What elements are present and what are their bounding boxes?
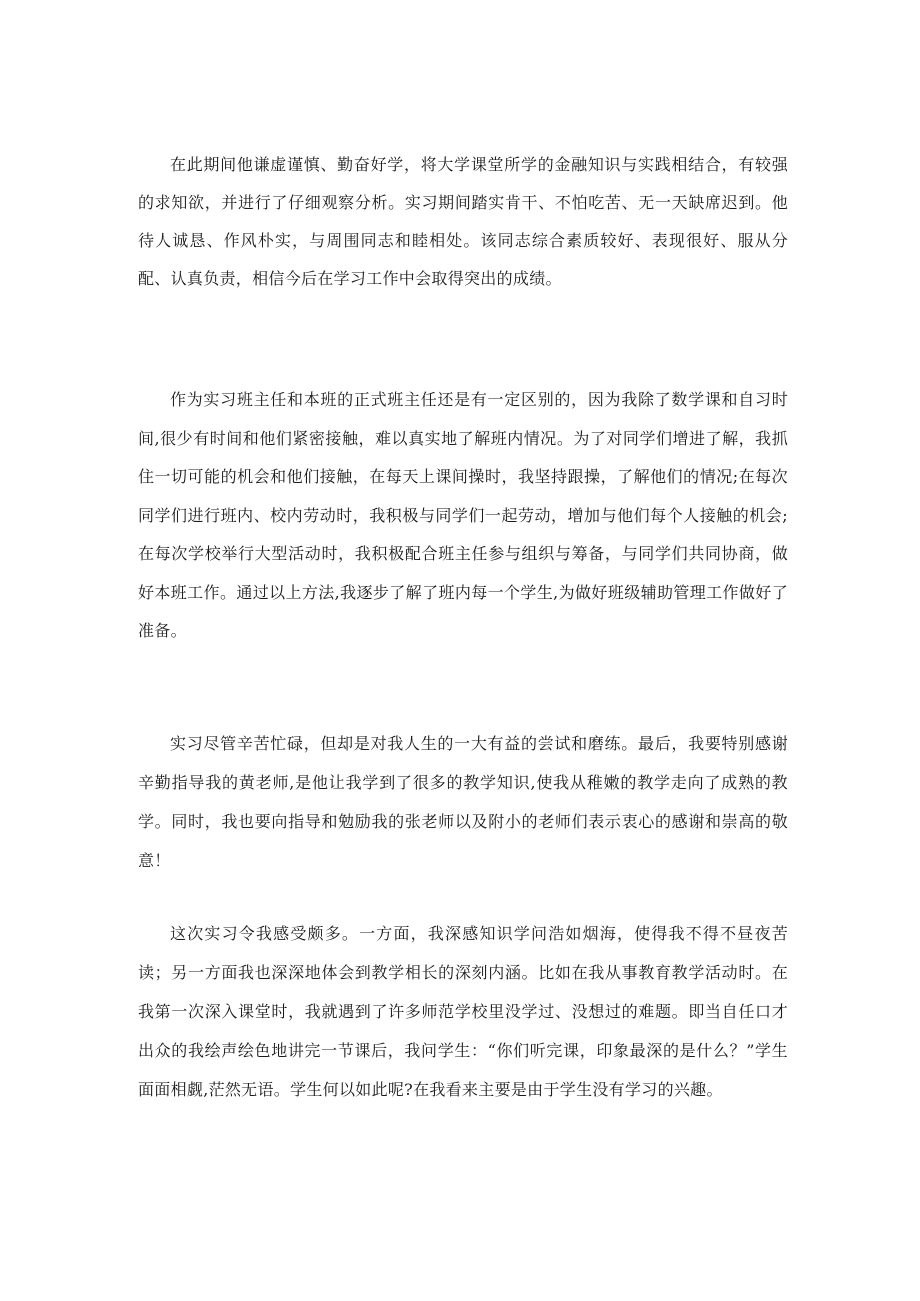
paragraph-class-teacher-experience: 作为实习班主任和本班的正式班主任还是有一定区别的，因为我除了数学课和自习时间,很少有时间和他们紧密接触，难以真实地了解班内情况。为了对同学们增进了解，我抓住一切可能的机会和他们接触，在每天上课间操时，我坚持跟操，了解他们的情况;在每次同学们进行班内、校内劳动时，我积极与同学们一起劳动，增加与他们每个人接触的机会;在每次学校举行大型活动时，我积极配合班主任参与组织与筹备，与同学们共同协商，做好本班工作。通过以上方法,我逐步了解了班内每一个学生,为做好班级辅助管理工作做好了准备。 bbox=[138, 390, 788, 640]
paragraph-teaching-reflection: 这次实习令我感受颇多。一方面，我深感知识学问浩如烟海，使得我不得不昼夜苦读；另一方面我也深深地体会到教学相长的深刻内涵。比如在我从事教育教学活动时。在我第一次深入课堂时，我就遇到了许多师范学校里没学过、没想过的难题。即当自任口才出众的我绘声绘色地讲完一节课后，我问学生：“你们听完课，印象最深的是什么？”学生面面相觑,茫然无语。学生何以如此呢?在我看来主要是由于学生没有学习的兴趣。 bbox=[138, 924, 788, 1099]
paragraph-internship-evaluation: 在此期间他谦虚谨慎、勤奋好学，将大学课堂所学的金融知识与实践相结合，有较强的求知欲，并进行了仔细观察分析。实习期间踏实肯干、不怕吃苦、无一天缺席迟到。他待人诚恳、作风朴实，与周围同志和睦相处。该同志综合素质较好、表现很好、服从分配、认真负责，相信今后在学习工作中会取得突出的成绩。 bbox=[138, 155, 788, 288]
paragraph-acknowledgements: 实习尽管辛苦忙碌，但却是对我人生的一大有益的尝试和磨练。最后，我要特别感谢辛勤指导我的黄老师,是他让我学到了很多的教学知识,使我从稚嫩的教学走向了成熟的教学。同时，我也要向指导和勉励我的张老师以及附小的老师们表示衷心的感谢和崇高的敬意！ bbox=[138, 734, 788, 870]
